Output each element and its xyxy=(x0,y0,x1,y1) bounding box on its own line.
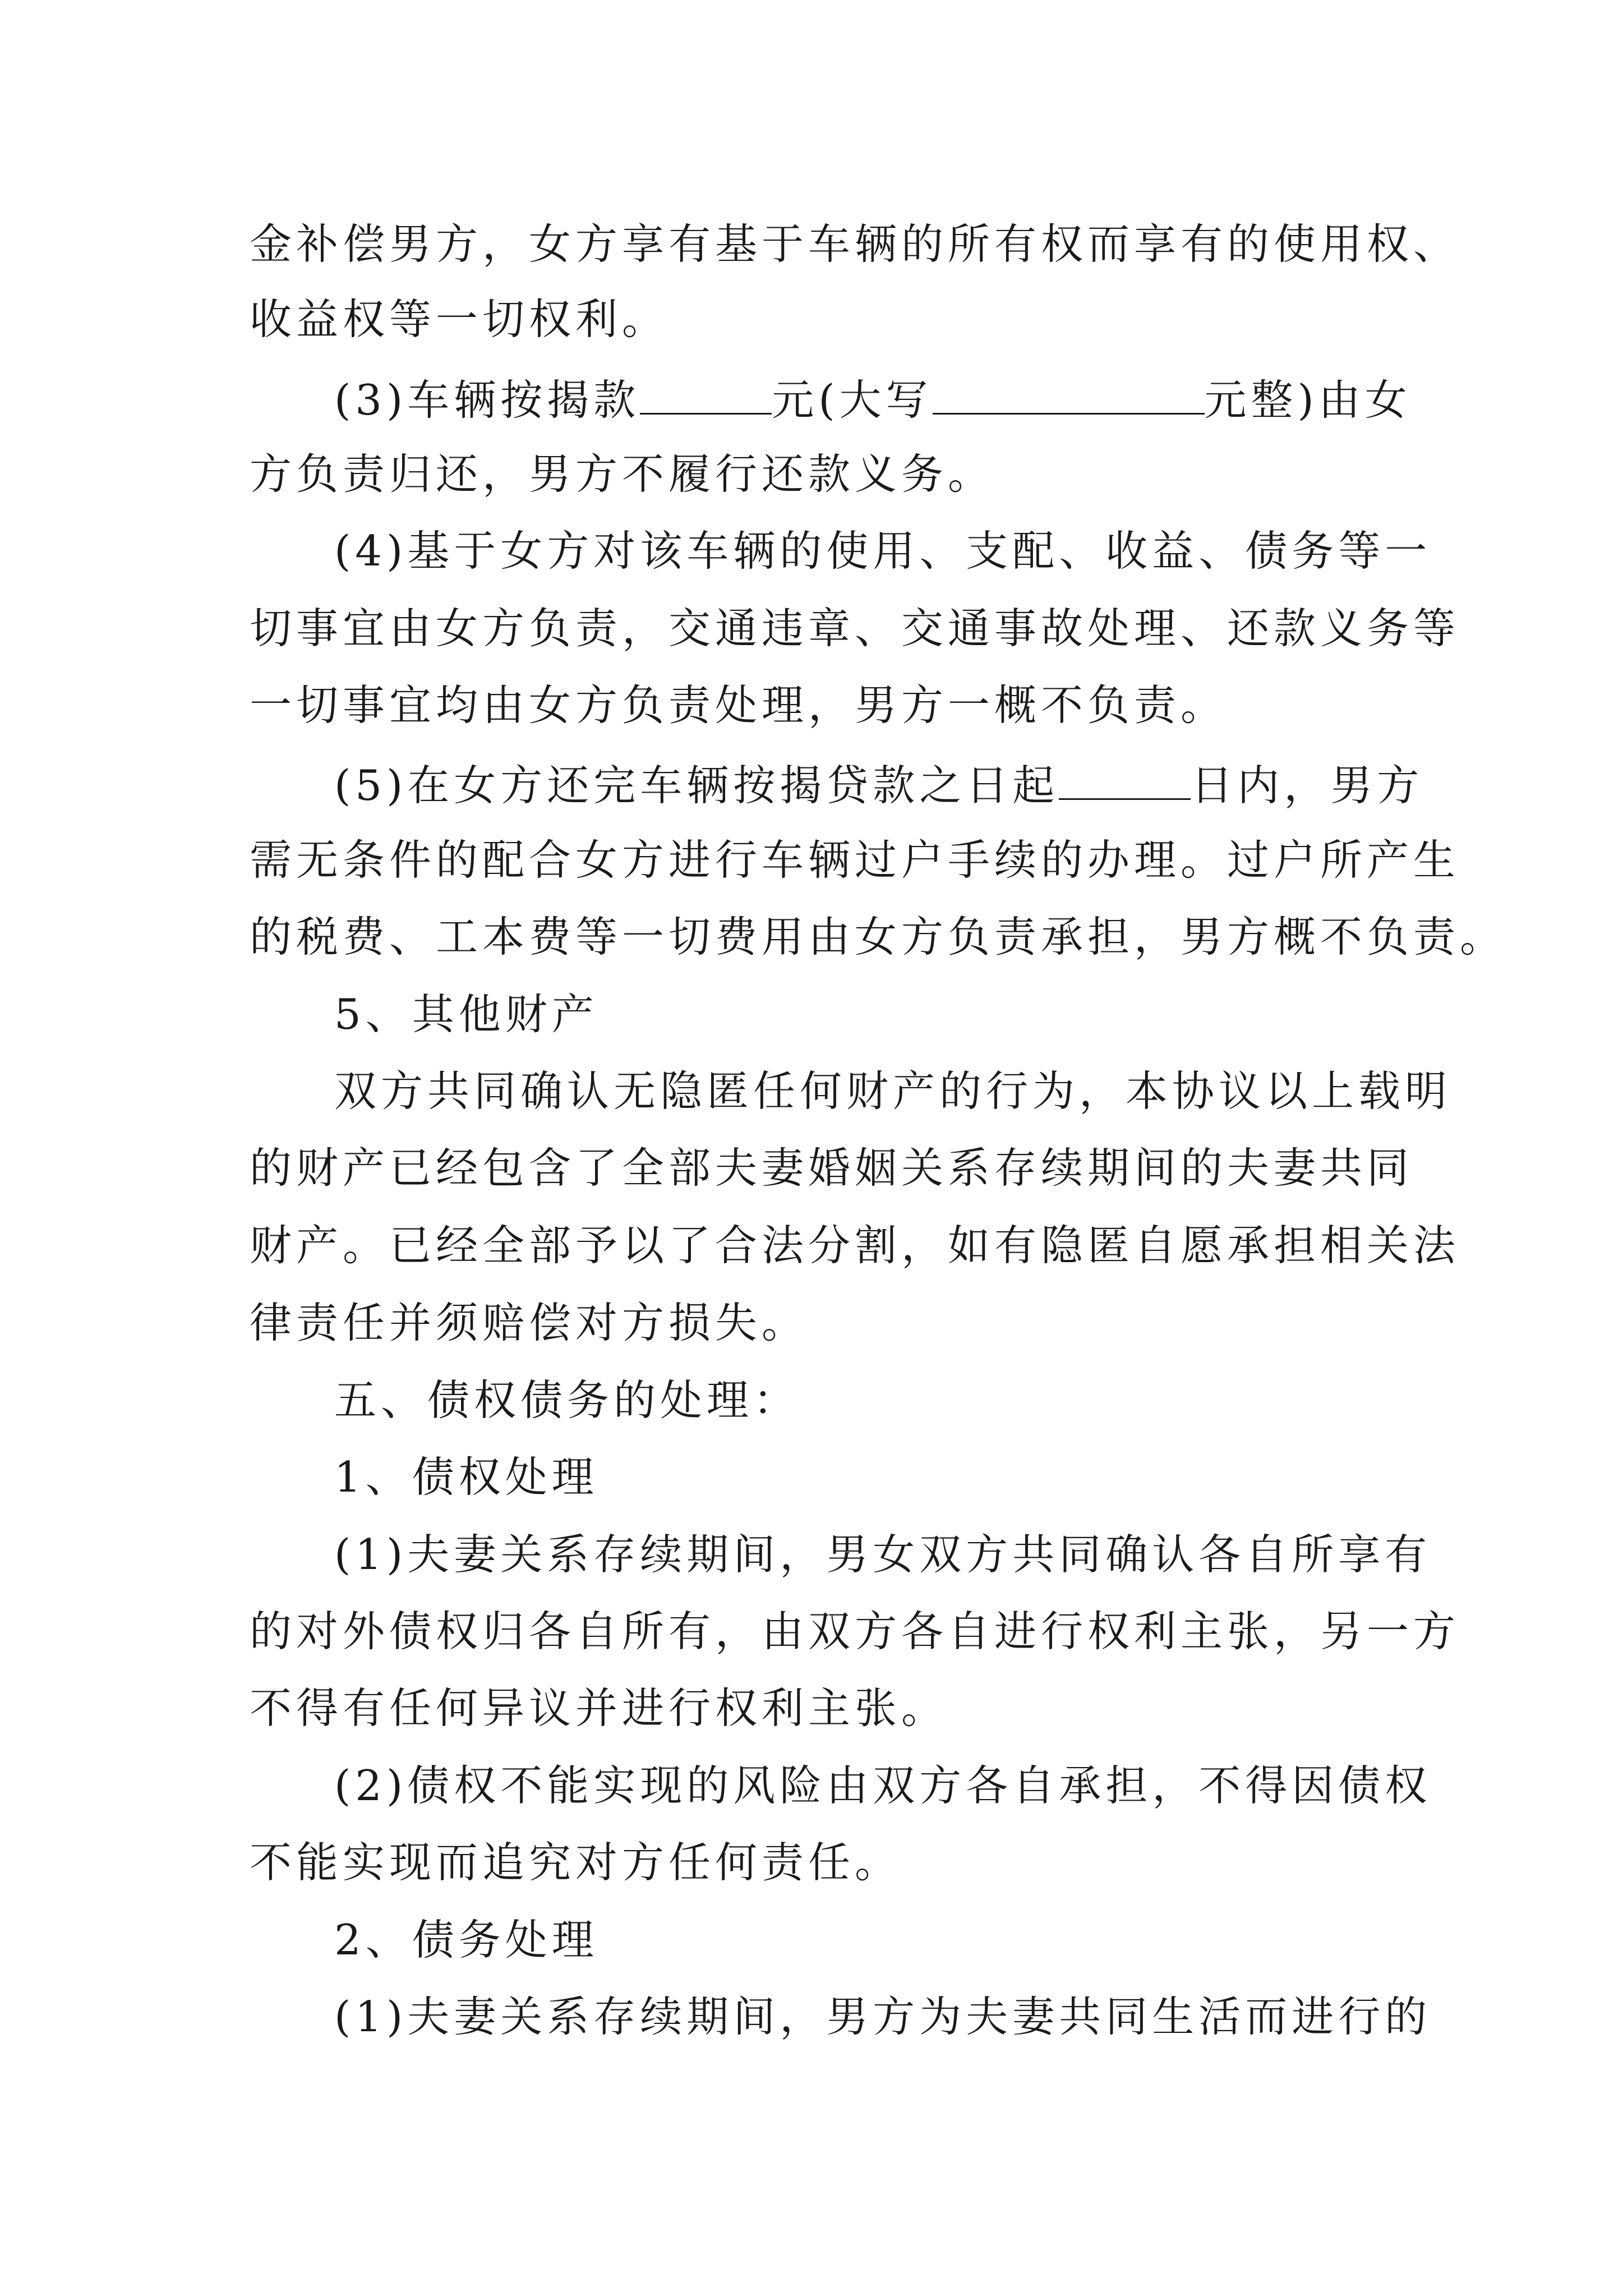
text-line: (1)夫妻关系存续期间，男女双方共同确认各自所享有 xyxy=(334,1530,1432,1579)
section-heading: 1、债权处理 xyxy=(334,1452,598,1502)
text-line: (4)基于女方对该车辆的使用、支配、收益、债务等一 xyxy=(334,526,1432,576)
text-line: 财产。已经全部予以了合法分割，如有隐匿自愿承担相关法 xyxy=(250,1221,1460,1270)
section-heading: 五、债权债务的处理： xyxy=(334,1375,800,1425)
text-segment: (3)车辆按揭款 xyxy=(334,375,640,425)
text-line: 一切事宜均由女方负责处理，男方一概不负责。 xyxy=(250,680,1228,730)
text-line: 不得有任何异议并进行权利主张。 xyxy=(250,1683,948,1733)
text-line: 双方共同确认无隐匿任何财产的行为，本协议以上载明 xyxy=(334,1066,1452,1116)
text-line: 收益权等一切权利。 xyxy=(250,295,669,344)
text-line: 的对外债权归各自所有，由双方各自进行权利主张，另一方 xyxy=(250,1607,1460,1656)
text-line: 需无条件的配合女方进行车辆过户手续的办理。过户所产生 xyxy=(250,835,1460,885)
section-heading: 5、其他财产 xyxy=(334,990,598,1039)
text-line: 方负责归还，男方不履行还款义务。 xyxy=(250,449,995,499)
fill-in-blank[interactable] xyxy=(640,376,772,415)
text-segment: 日内，男方 xyxy=(1191,761,1424,810)
text-segment: 元整)由女 xyxy=(1204,375,1412,425)
section-heading: 2、债务处理 xyxy=(334,1915,598,1964)
text-line: 律责任并须赔偿对方损失。 xyxy=(250,1298,809,1347)
text-segment: 元(大写 xyxy=(772,375,933,425)
text-line: 不能实现而追究对方任何责任。 xyxy=(250,1838,902,1887)
text-line: 金补偿男方，女方享有基于车辆的所有权而享有的使用权、 xyxy=(250,219,1460,269)
fill-in-blank[interactable] xyxy=(1059,761,1191,800)
text-line: 切事宜由女方负责，交通违章、交通事故处理、还款义务等 xyxy=(250,604,1460,653)
text-line: 的财产已经包含了全部夫妻婚姻关系存续期间的夫妻共同 xyxy=(250,1143,1414,1193)
text-line: (1)夫妻关系存续期间，男方为夫妻共同生活而进行的 xyxy=(334,1992,1432,2041)
text-segment: (5)在女方还完车辆按揭贷款之日起 xyxy=(334,761,1059,810)
text-line xyxy=(334,761,1424,810)
text-line: 的税费、工本费等一切费用由女方负责承担，男方概不负责。 xyxy=(250,912,1507,961)
fill-in-blank[interactable] xyxy=(933,376,1205,415)
text-line xyxy=(334,375,1412,425)
text-line: (2)债权不能实现的风险由双方各自承担，不得因债权 xyxy=(334,1761,1432,1810)
